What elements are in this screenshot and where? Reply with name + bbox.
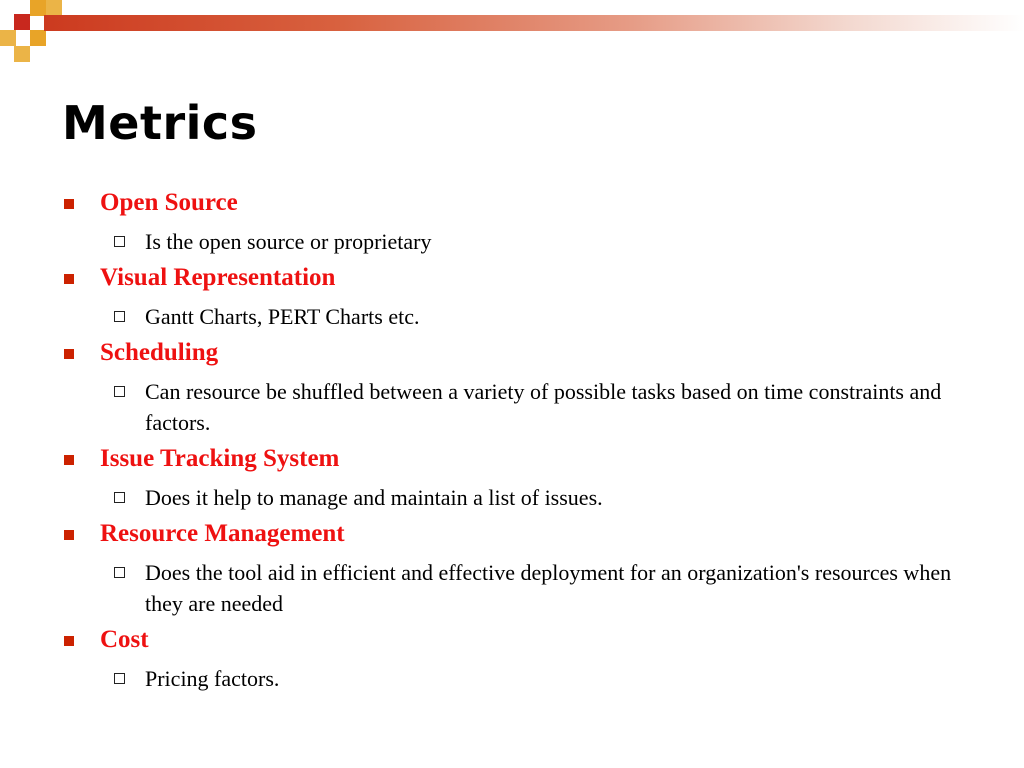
header-decoration: [0, 0, 80, 64]
bullet-heading-text: Issue Tracking System: [100, 445, 340, 472]
square-bullet-icon: [64, 455, 74, 465]
deco-square: [30, 30, 46, 46]
bullet-heading-text: Cost: [100, 626, 149, 653]
bullet-heading-text: Resource Management: [100, 520, 345, 547]
bullet-list: [62, 186, 962, 698]
deco-square: [30, 0, 46, 16]
sub-bullet: [62, 301, 962, 332]
bullet-heading: [62, 261, 962, 295]
sub-bullet-text: Does the tool aid in efficient and effective deployment for an organization's resources when they are needed: [145, 560, 952, 616]
bullet-heading-text: Scheduling: [100, 339, 219, 366]
bullet-heading: [62, 336, 962, 370]
hollow-square-bullet-icon: [114, 673, 125, 684]
sub-bullet: [62, 226, 962, 257]
bullet-heading: [62, 623, 962, 657]
hollow-square-bullet-icon: [114, 386, 125, 397]
sub-bullet: [62, 663, 962, 694]
sub-bullet-text: Gantt Charts, PERT Charts etc.: [145, 304, 420, 329]
list-item: [62, 261, 962, 332]
sub-bullet: [62, 557, 962, 619]
square-bullet-icon: [64, 530, 74, 540]
sub-bullet: [62, 376, 962, 438]
list-item: [62, 442, 962, 513]
hollow-square-bullet-icon: [114, 311, 125, 322]
deco-square: [0, 30, 16, 46]
bullet-heading: [62, 517, 962, 551]
bullet-heading: [62, 186, 962, 220]
slide-title: Metrics: [62, 96, 258, 150]
list-item: [62, 186, 962, 257]
square-bullet-icon: [64, 274, 74, 284]
bullet-heading: [62, 442, 962, 476]
list-item: [62, 336, 962, 438]
deco-square: [14, 46, 30, 62]
square-bullet-icon: [64, 636, 74, 646]
sub-bullet-text: Can resource be shuffled between a variety of possible tasks based on time constraints and factors.: [145, 379, 942, 435]
bullet-heading-text: Visual Representation: [100, 264, 336, 291]
square-bullet-icon: [64, 199, 74, 209]
square-bullet-icon: [64, 349, 74, 359]
sub-bullet-text: Pricing factors.: [145, 666, 280, 691]
sub-bullet-text: Is the open source or proprietary: [145, 229, 432, 254]
bullet-heading-text: Open Source: [100, 189, 238, 216]
deco-square: [14, 14, 30, 30]
sub-bullet: [62, 482, 962, 513]
hollow-square-bullet-icon: [114, 492, 125, 503]
hollow-square-bullet-icon: [114, 567, 125, 578]
deco-square: [46, 0, 62, 16]
sub-bullet-text: Does it help to manage and maintain a list of issues.: [145, 485, 603, 510]
hollow-square-bullet-icon: [114, 236, 125, 247]
header-gradient-bar: [44, 15, 1024, 31]
list-item: [62, 517, 962, 619]
list-item: [62, 623, 962, 694]
